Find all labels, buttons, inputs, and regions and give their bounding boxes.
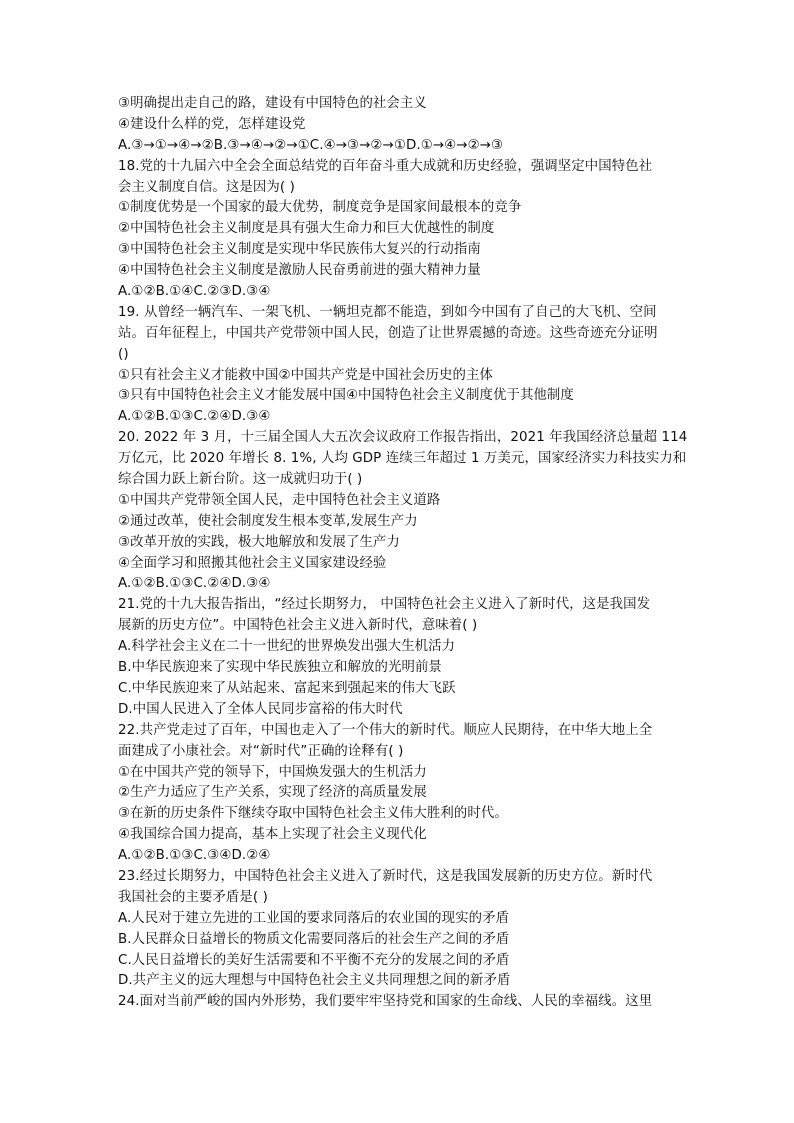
question-21-stem: 21.党的十九大报告指出，“经过长期努力， 中国特色社会主义进入了新时代，这是我国发 (118, 597, 651, 613)
question-24-stem: 24.面对当前严峻的国内外形势，我们要牢牢坚持党和国家的生命线、人民的幸福线。这里 (118, 994, 653, 1010)
question-20-stem: 综合国力跃上新台阶。这一成就归功于( ) (118, 472, 363, 488)
question-19-choices: A.①②B.①③C.②④D.③④ (118, 409, 271, 425)
question-20-choices: A.①②B.①③C.②④D.③④ (118, 576, 271, 592)
question-18-option: ③中国特色社会主义制度是实现中华民族伟大复兴的行动指南 (118, 242, 481, 258)
question-18-option: ①制度优势是一个国家的最大优势，制度竞争是国家间最根本的竞争 (118, 200, 522, 216)
question-21-option: D.中国人民进入了全体人民同步富裕的伟大时代 (118, 701, 403, 717)
question-20-option: ②通过改革，使社会制度发生根本变革,发展生产力 (118, 513, 418, 529)
text-line: ④建设什么样的党，怎样建设党 (118, 116, 306, 132)
question-20-option: ①中国共产党带领全国人民，走中国特色社会主义道路 (118, 492, 441, 508)
question-23-option: D.共产主义的远大理想与中国特色社会主义共同理想之间的新矛盾 (118, 973, 511, 989)
question-20-option: ③改革开放的实践，极大地解放和发展了生产力 (118, 534, 400, 550)
question-18-stem: 18.党的十九届六中全会全面总结党的百年奋斗重大成就和历史经验，强调坚定中国特色社 (118, 158, 653, 174)
question-21-option: B.中华民族迎来了实现中华民族独立和解放的光明前景 (118, 660, 442, 676)
question-22-stem: 22.共产党走过了百年，中国也走入了一个伟大的新时代。顺应人民期待，在中华大地上全 (118, 722, 653, 738)
question-23-option: A.人民对于建立先进的工业国的要求同落后的农业国的现实的矛盾 (118, 910, 510, 926)
question-18-choices: A.①②B.①④C.②③D.③④ (118, 284, 271, 300)
question-19-option: ③只有中国特色社会主义才能发展中国④中国特色社会主义制度优于其他制度 (118, 388, 574, 404)
question-19-stem: () (118, 346, 129, 362)
question-22-choices: A.①②B.①③C.③④D.②④ (118, 848, 271, 864)
question-19-option: ①只有社会主义才能救中国②中国共产党是中国社会历史的主体 (118, 367, 493, 383)
question-22-option: ①在中国共产党的领导下，中国焕发强大的生机活力 (118, 764, 427, 780)
question-18-stem: 会主义制度自信。这是因为( ) (118, 179, 295, 195)
question-22-option: ④我国综合国力提高，基本上实现了社会主义现代化 (118, 827, 427, 843)
question-21-option: A.科学社会主义在二十一世纪的世界焕发出强大生机活力 (118, 639, 456, 655)
question-19-stem: 站。百年征程上，中国共产党带领中国人民，创造了让世界震撼的奇迹。这些奇迹充分证明 (118, 325, 658, 341)
question-22-option: ③在新的历史条件下继续夺取中国特色社会主义伟大胜利的时代。 (118, 806, 508, 822)
question-19-stem: 19. 从曾经一辆汽车、一架飞机、一辆坦克都不能造，到如今中国有了自己的大飞机、空间 (118, 304, 657, 320)
question-23-option: C.人民日益增长的美好生活需要和不平衡不充分的发展之间的矛盾 (118, 952, 510, 968)
question-20-option: ④全面学习和照搬其他社会主义国家建设经验 (118, 555, 387, 571)
question-22-option: ②生产力适应了生产关系，实现了经济的高质量发展 (118, 785, 427, 801)
question-20-stem: 万亿元，比 2020 年增长 8. 1%, 人均 GDP 连续三年超过 1 万美元，国家经济实力科技实力和 (118, 451, 687, 467)
question-21-option: C.中华民族迎来了从站起来、富起来到强起来的伟大飞跃 (118, 680, 456, 696)
question-22-stem: 面建成了小康社会。对“新时代”正确的诠释有( ) (118, 743, 404, 759)
question-23-option: B.人民群众日益增长的物质文化需要同落后的社会生产之间的矛盾 (118, 931, 510, 947)
question-18-option: ②中国特色社会主义制度是具有强大生命力和巨大优越性的制度 (118, 221, 495, 237)
document-page (118, 94, 688, 1013)
question-18-option: ④中国特色社会主义制度是激励人民奋勇前进的强大精神力量 (118, 263, 481, 279)
question-23-stem: 我国社会的主要矛盾是( ) (118, 889, 268, 905)
text-line: ③明确提出走自己的路，建设有中国特色的社会主义 (118, 96, 427, 111)
question-20-stem: 20. 2022 年 3 月，十三届全国人大五次会议政府工作报告指出，2021 年我国经济总量超 114 (118, 430, 688, 446)
question-21-stem: 展新的历史方位”。中国特色社会主义进入新时代，意味着( ) (118, 618, 478, 634)
answer-choices: A.③→①→④→②B.③→④→②→①C.④→③→②→①D.①→④→②→③ (118, 137, 504, 153)
question-23-stem: 23.经过长期努力，中国特色社会主义进入了新时代，这是我国发展新的历史方位。新时代 (118, 868, 653, 884)
